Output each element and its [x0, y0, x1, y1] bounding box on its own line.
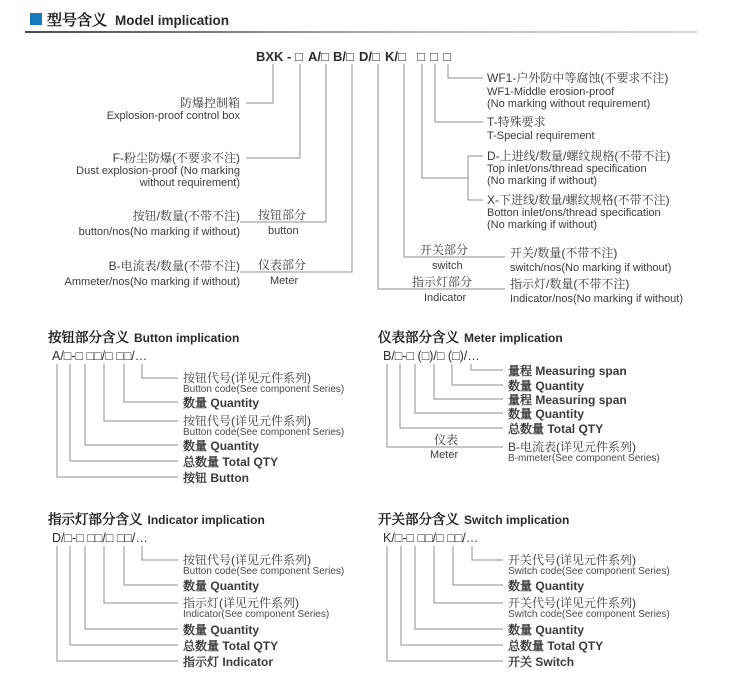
label-button-qty-en: button/nos(No marking if without): [78, 226, 240, 238]
diagram-label-zh: 量程: [508, 364, 533, 378]
section-title-indicator: [48, 508, 265, 529]
diagram-label: [508, 422, 603, 436]
diagram-label-en: Button: [210, 471, 250, 485]
diagram-label: [508, 393, 627, 407]
diagram-label: [183, 455, 278, 469]
label-explosion-proof-box-zh: 防爆控制箱: [179, 96, 240, 110]
part-label-switch-en: switch: [432, 260, 463, 272]
model-code-segment: D/□: [359, 49, 380, 64]
page-header: [47, 9, 229, 30]
diagram-label-zh: B-电流表(详见元件系列): [508, 440, 636, 454]
diagram-label-zh: 数量: [183, 623, 208, 637]
diagram-label: [508, 407, 584, 421]
page-title-zh: 型号含义: [47, 12, 108, 29]
diagram-label: [183, 439, 259, 453]
label-wf1-zh: WF1-户外防中等腐蚀(不要求不注): [487, 71, 669, 85]
diagram-label: [508, 364, 627, 378]
header-rule: [25, 31, 697, 33]
diagram-label-en: Measuring span: [535, 364, 627, 378]
section-title-button-en: Button implication: [134, 331, 240, 345]
label-dust-proof-en1: Dust explosion-proof (No marking: [76, 165, 240, 177]
diagram-label-en: Button code(See component Series): [183, 384, 345, 395]
diagram-label-en: Quantity: [535, 407, 585, 421]
diagram-label: [508, 655, 574, 669]
model-code-segment: □: [295, 49, 303, 64]
diagram-label-en: B-mmeter(See component Series): [508, 453, 660, 464]
diagram-label-zh: 总数量: [183, 639, 220, 653]
diagram-label-zh: 开关: [508, 655, 533, 669]
diagram-label-en: Measuring span: [535, 393, 627, 407]
label-top-inlet-zh: D-上进线/数量/螺纹规格(不带不注): [487, 149, 671, 163]
label-top-inlet-en2: (No marking if without): [487, 175, 598, 187]
diagram-label-en: Quantity: [210, 579, 260, 593]
part-label-button-en: button: [268, 225, 299, 237]
diagram-label: [183, 471, 249, 485]
page-title-en: Model implication: [115, 13, 230, 28]
section-code-button: A/□-□ □□/□ □□/…: [52, 349, 148, 363]
diagram-label-en: Total QTY: [547, 422, 604, 436]
label-wf1-en1: WF1-Middle erosion-proof: [487, 86, 615, 98]
section-title-indicator-en: Indicator implication: [147, 513, 265, 527]
diagram-label: [508, 623, 584, 637]
section-title-meter-en: Meter implication: [464, 331, 563, 345]
section-title-switch: [378, 508, 569, 529]
diagram-label-en: Button code(See component Series): [183, 427, 345, 438]
label-bottom-inlet-en1: Botton inlet/ons/thread specification: [487, 207, 661, 219]
diagram-label-zh: 数量: [183, 579, 208, 593]
diagram-label-en: Total QTY: [222, 455, 279, 469]
model-code-segment: B/□: [333, 49, 354, 64]
diagram-label-zh: 开关代号(详见元件系列): [508, 596, 636, 610]
diagram-label-en: Total QTY: [547, 639, 604, 653]
diagram-label-en: Switch: [535, 655, 575, 669]
diagram-label-en: Quantity: [210, 396, 260, 410]
model-code-segment: □: [417, 49, 425, 64]
section-title-meter: [378, 326, 563, 347]
diagram-label-zh: 总数量: [508, 639, 545, 653]
label-t-special-zh: T-特殊要求: [487, 115, 546, 129]
diagram-label-zh: 数量: [508, 579, 533, 593]
part-label-meter-section-en: Meter: [430, 449, 459, 461]
diagram-label: [183, 579, 259, 593]
diagram-label-en: Button code(See component Series): [183, 566, 345, 577]
diagram-label-en: Indicator: [222, 655, 274, 669]
diagram-label-en: Switch code(See component Series): [508, 566, 670, 577]
part-label-meter-en: Meter: [270, 275, 299, 287]
diagram-label-en: Quantity: [535, 579, 585, 593]
part-label-meter-section-zh: 仪表: [434, 433, 459, 447]
diagram-label-zh: 指示灯(详见元件系列): [183, 596, 299, 610]
part-label-indicator-zh: 指示灯部分: [412, 275, 473, 289]
label-ammeter-qty-zh: B-电流表/数量(不带不注): [108, 259, 240, 273]
section-title-switch-en: Switch implication: [464, 513, 570, 527]
label-dust-proof-en2: without requirement): [139, 177, 240, 189]
diagram-label: [183, 396, 259, 410]
diagram-label-en: Total QTY: [222, 639, 279, 653]
diagram-label-zh: 数量: [183, 396, 208, 410]
part-label-indicator-en: Indicator: [424, 292, 467, 304]
diagram-label: [183, 655, 273, 669]
section-marker-icon: [30, 13, 42, 25]
label-t-special-en: T-Special requirement: [487, 130, 595, 142]
diagram-label: [508, 579, 584, 593]
section-code-meter: B/□-□ (□)/□ (□)/…: [383, 349, 480, 363]
section-code-switch: K/□-□ □□/□ □□/…: [383, 531, 479, 545]
diagram-label-zh: 开关代号(详见元件系列): [508, 553, 636, 567]
diagram-label-zh: 数量: [508, 379, 533, 393]
section-title-meter-zh: 仪表部分含义: [378, 330, 459, 345]
diagram-label-zh: 数量: [508, 623, 533, 637]
section-title-button: [48, 326, 239, 347]
label-indicator-qty-en: Indicator/nos(No marking if without): [510, 293, 684, 305]
part-label-meter-zh: 仪表部分: [258, 258, 307, 272]
label-ammeter-qty-en: Ammeter/nos(No marking if without): [64, 276, 240, 288]
diagram-label-en: Indicator(See component Series): [183, 609, 330, 620]
diagram-label-en: Switch code(See component Series): [508, 609, 670, 620]
label-button-qty-zh: 按钮/数量(不带不注): [132, 209, 240, 223]
diagram-label: [508, 639, 603, 653]
label-bottom-inlet-en2: (No marking if without): [487, 219, 598, 231]
diagram-label: [183, 639, 278, 653]
model-code-segment: □: [430, 49, 438, 64]
label-wf1-en2: (No marking without requirement): [487, 98, 651, 110]
diagram-label-zh: 数量: [508, 407, 533, 421]
section-code-indicator: D/□-□ □□/□ □□/…: [52, 531, 148, 545]
diagram-label-en: Quantity: [535, 623, 585, 637]
label-switch-qty-en: switch/nos(No marking if without): [510, 262, 672, 274]
diagram-label-zh: 按钮代号(详见元件系列): [183, 414, 311, 428]
diagram-label-zh: 总数量: [183, 455, 220, 469]
model-code-segment: K/□: [385, 49, 406, 64]
section-title-button-zh: 按钮部分含义: [48, 330, 129, 345]
section-title-switch-zh: 开关部分含义: [378, 512, 459, 527]
label-indicator-qty-zh: 指示灯/数量(不带不注): [510, 277, 630, 291]
label-dust-proof-zh: F-粉尘防爆(不要求不注): [112, 151, 240, 165]
label-switch-qty-zh: 开关/数量(不带不注): [510, 246, 618, 260]
model-code-segment: BXK -: [256, 49, 292, 64]
diagram-label-zh: 总数量: [508, 422, 545, 436]
diagram-label-zh: 指示灯: [183, 655, 220, 669]
diagram-label: [508, 379, 584, 393]
model-code-segment: □: [443, 49, 451, 64]
label-explosion-proof-box-en: Explosion-proof control box: [106, 110, 240, 122]
label-top-inlet-en1: Top inlet/ons/thread specification: [487, 163, 647, 175]
diagram-label-en: Quantity: [210, 439, 260, 453]
label-bottom-inlet-zh: X-下进线/数量/螺纹规格(不带不注): [487, 193, 670, 207]
part-label-switch-zh: 开关部分: [420, 243, 469, 257]
section-title-indicator-zh: 指示灯部分含义: [48, 512, 143, 527]
diagram-label-en: Quantity: [535, 379, 585, 393]
diagram-label: [183, 623, 259, 637]
diagram-label-zh: 数量: [183, 439, 208, 453]
diagram-label-zh: 量程: [508, 393, 533, 407]
diagram-label-en: Quantity: [210, 623, 260, 637]
part-label-button-zh: 按钮部分: [258, 208, 307, 222]
diagram-label-zh: 按钮: [183, 471, 208, 485]
diagram-label-zh: 按钮代号(详见元件系列): [183, 553, 311, 567]
model-code-segment: A/□: [308, 49, 329, 64]
diagram-label-zh: 按钮代号(详见元件系列): [183, 371, 311, 385]
